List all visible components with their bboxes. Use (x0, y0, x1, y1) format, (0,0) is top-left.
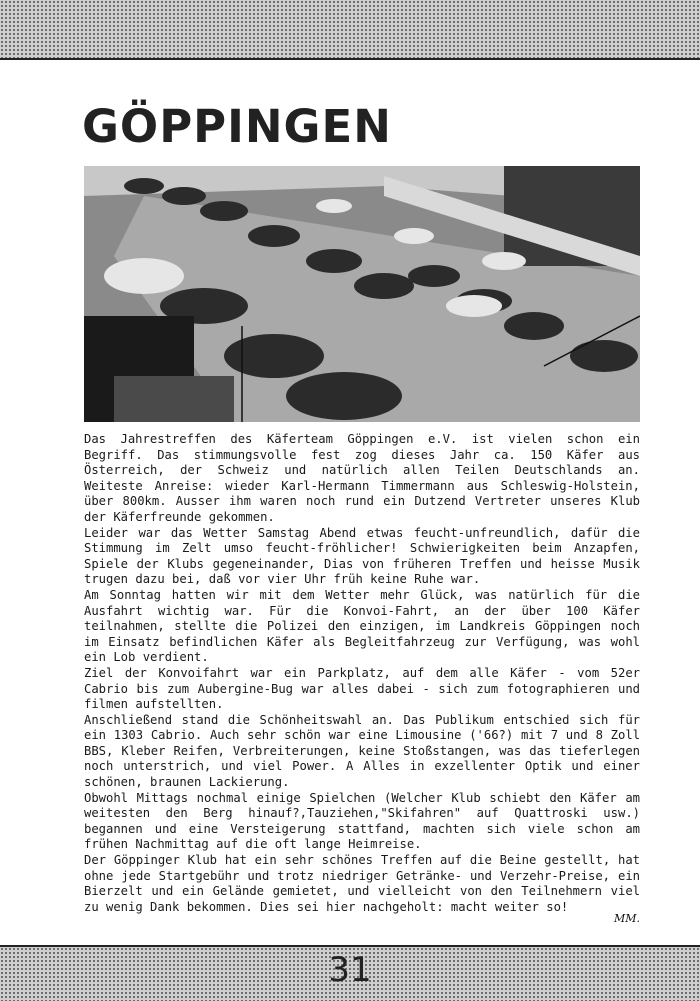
author-signature: MM. (614, 912, 641, 925)
paragraph-closing: Der Göppinger Klub hat ein sehr schönes Treffen auf die Beine gestellt, hat ohne jede Startgebühr und trotz niedriger Getränke- und Verzehr-Preise, ein Bierzelt und ein Gelände gemietet, und vielleicht von den Teilnehmern viel zu wenig Dank bekommen. Dies sei hier nachgeholt: macht weiter so! (84, 853, 640, 914)
page-number: 31 (328, 950, 372, 990)
paragraph-convoy-goal: Ziel der Konvoifahrt war ein Parkplatz, auf dem alle Käfer - vom 52er Cabrio bis zum Aubergine-Bug war alles dabei - sich zum fotographieren und filmen aufstellten. (84, 665, 640, 712)
paragraph-saturday: Leider war das Wetter Samstag Abend etwas feucht-unfreundlich, dafür die Stimmung im Zelt umso feucht-fröhlicher! Schwierigkeiten beim Anzapfen, Spiele der Klubs gegeneinander, Dias von früheren Treffen und heisse Musik trugen dazu bei, daß vor vier Uhr früh keine Ruhe war. (84, 525, 640, 587)
paragraph-beauty-contest: Anschließend stand die Schönheitswahl an. Das Publikum entschied sich für ein 1303 Cabrio. Auch sehr schön war eine Limousine ('66?) mit 7 und 8 Zoll BBS, Kleber Reifen, Verbreiterungen, keine Stoßstangen, was das tieferlegen noch unterstrich, und viel Power. A Alles in exzellenter Optik und einer schönen, braunen Lackierung. (84, 712, 640, 790)
paragraph-intro: Das Jahrestreffen des Käferteam Göppingen e.V. ist vielen schon ein Begriff. Das stimmungsvolle fest zog dieses Jahr ca. 150 Käfer aus Österreich, der Schweiz und natürlich allen Teilen Deutschlands an. Weiteste Anreise: wieder Karl-Hermann Timmermann aus Schleswig-Holstein, über 800km. Ausser ihm waren noch rund ein Dutzend Vertreter unseres Klub der Käferfreunde gekommen. (84, 432, 640, 524)
paragraph-games: Obwohl Mittags nochmal einige Spielchen (Welcher Klub schiebt den Käfer am weitesten den Berg hinauf?,Tauziehen,"Skifahren" auf Quattroski usw.) begannen und eine Versteigerung stattfand, machten sich viele schon am frühen Nachmittag auf die oft lange Heimreise. (84, 790, 640, 852)
article-body (84, 432, 640, 915)
top-dotted-band (0, 0, 700, 60)
paragraph-sunday: Am Sonntag hatten wir mit dem Wetter mehr Glück, was natürlich für die Ausfahrt wichtig war. Für die Konvoi-Fahrt, an der über 100 Käfer teilnahmen, stellte die Polizei den einzigen, im Landkreis Göppingen noch im Einsatz befindlichen Käfer als Begleitfahrzeug zur Verfügung, was wohl ein Lob verdient. (84, 587, 640, 665)
photo-of-parked-beetles (84, 166, 640, 422)
page-title: GÖPPINGEN (82, 100, 392, 153)
